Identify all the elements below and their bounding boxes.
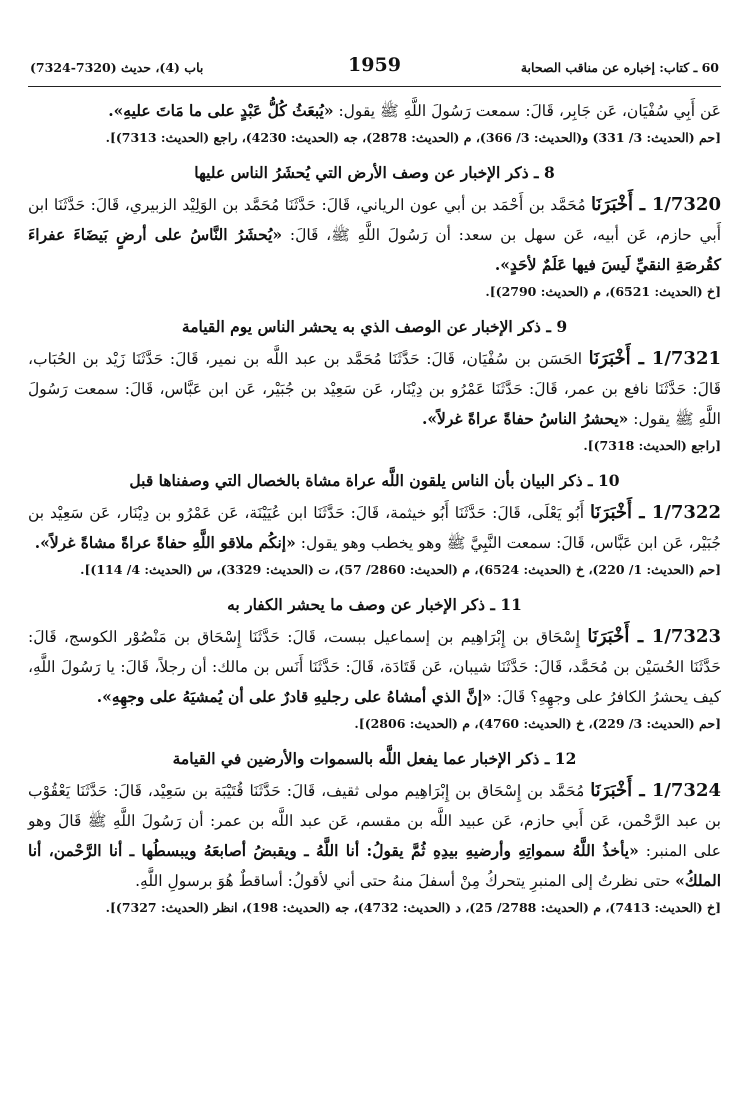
page-header [28, 52, 721, 87]
hadith-chain: مُحَمَّد بن أَحْمَد بن أبي عون الرياني، قَالَ: حَدَّثَنَا مُحَمَّد بن الوَلِيْد الزبيري، قَالَ: حَدَّثَنَا ابن أَبي حازم، عَن أبيه، عَن سهل بن سعد: أن رَسُولَ اللَّهِ ﷺ، قَالَ: [28, 196, 721, 244]
hadith-number: 1/7321 ـ أَخْبَرَنَا [588, 348, 721, 369]
hadith-7321 [28, 344, 721, 434]
hadith-number: 1/7320 ـ أَخْبَرَنَا [591, 194, 722, 215]
hadith-continuation: حتى نظرتُ إلى المنبرِ يتحركُ مِنْ أسفلَ منهُ حتى أني لأقولُ: أساقطٌ هُوَ برسولِ اللَّهِ. [135, 872, 671, 890]
page-number: 1959 [348, 54, 401, 76]
hadith-chain: الحَسَن بن سُفْيَان، قَالَ: حَدَّثَنَا مُحَمَّد بن عبد اللَّه بن نمير، قَالَ: حَدَّثَنَا زَيْد بن الحُبَاب، قَالَ: حَدَّثَنَا نافع بن عمر، قَالَ: حَدَّثَنَا عَمْرُو بن دِيْنَار، عَن سَعِيْد بن جُبَيْر، عَن ابن عَبَّاس، قَالَ: سمعت رَسُولَ اللَّهِ ﷺ يقول: [28, 350, 721, 428]
hadith-quote: «يُحشَرُ النَّاسُ على أرضٍ بَيضَاءَ عفراءَ كقُرصَةِ النقيِّ لَيسَ فيها عَلَمٌ لأحَدٍ». [28, 225, 721, 274]
hadith-reference: [راجع (الحديث: 7318)]. [583, 438, 721, 453]
section-heading-11: 11 ـ ذكر الإخبار عن وصف ما يحشر الكفار به [227, 595, 522, 614]
hadith-quote: «إنَّ الذي أمشاهُ على رجليهِ قادرٌ على أن يُمشيَهُ على وجهِهِ». [96, 687, 492, 706]
intro-quote: «يُبعَثُ كُلُّ عَبْدٍ على ما مَاتَ عليهِ». [108, 101, 334, 120]
page-content [28, 96, 721, 928]
hadith-quote: «يأخذُ اللَّهُ سمواتِهِ وأرضيهِ بيدِهِ ثُمَّ يقولُ: أنا اللَّهُ ـ ويقبضُ أصابعَهُ ويبسطُها ـ أنا الرَّحْمن، أنا الملكُ» [28, 841, 721, 890]
hadith-number: 1/7323 ـ أَخْبَرَنَا [587, 626, 721, 647]
hadith-7324 [28, 776, 721, 896]
section-heading-12: 12 ـ ذكر الإخبار عما يفعل اللَّه بالسموات والأرضين في القيامة [172, 749, 577, 768]
hadith-chain: إِسْحَاق بن إِبْرَاهِيم بن إسماعيل ببست، قَالَ: حَدَّثَنَا إِسْحَاق بن مَنْصُوْر الكوسج، قَالَ: حَدَّثَنَا الحُسَيْن بن مُحَمَّد، قَالَ: حَدَّثَنَا شيبان، عَن قَتَادَة، قَالَ: حَدَّثَنَا أَنَس بن مالك: أن رجلاً، قَالَ: يا رَسُولَ اللَّهِ، كيف يحشرُ الكافرُ على وجهِهِ؟ قَالَ: [28, 628, 721, 706]
hadith-7322 [28, 498, 721, 558]
hadith-reference: [خ (الحديث: 6521)، م (الحديث: 2790)]. [485, 284, 721, 299]
hadith-chain: أَبُو يَعْلَى، قَالَ: حَدَّثَنَا أَبُو خيثمة، قَالَ: حَدَّثَنَا ابن عُيَيْنَة، عَن عَمْرُو بن دِيْنَار، عَن سَعِيْد بن جُبَيْر، عَن ابن عَبَّاس، قَالَ: سمعت النَّبِيَّ ﷺ وهو يخطب وهو يقول: [28, 504, 721, 552]
intro-paragraph [28, 96, 721, 126]
hadith-reference: [خ (الحديث: 7413)، م (الحديث: 2788/ 25)، د (الحديث: 4732)، جه (الحديث: 198)، انظر (الحديث: 7327)]. [105, 900, 721, 915]
hadith-reference: [حم (الحديث: 1/ 220)، خ (الحديث: 6524)، م (الحديث: 2860/ 57)، ت (الحديث: 3329)، س (الحديث: 4/ 114)]. [80, 562, 721, 577]
header-book-title: 60 ـ كتاب: إخباره عن مناقب الصحابة [520, 60, 719, 75]
section-heading-10: 10 ـ ذكر البيان بأن الناس يلقون اللَّه عراة مشاة بالخصال التي وصفناها قبل [129, 471, 620, 490]
hadith-quote: «يحشرُ الناسُ حفاةً عراةً غرلاً». [421, 409, 629, 428]
hadith-number: 1/7322 ـ أَخْبَرَنَا [590, 502, 721, 523]
section-heading-8: 8 ـ ذكر الإخبار عن وصف الأرض التي يُحشَرُ الناس عليها [194, 163, 555, 182]
hadith-7320 [28, 190, 721, 280]
section-heading-9: 9 ـ ذكر الإخبار عن الوصف الذي به يحشر الناس يوم القيامة [181, 317, 568, 336]
intro-reference: [حم (الحديث: 3/ 331) و(الحديث: 3/ 366)، م (الحديث: 2878)، جه (الحديث: 4230)، راجع (الحديث: 7313)]. [105, 130, 721, 145]
hadith-reference: [حم (الحديث: 3/ 229)، خ (الحديث: 4760)، م (الحديث: 2806)]. [354, 716, 721, 731]
hadith-chain: مُحَمَّد بن إِسْحَاق بن إِبْرَاهِيم مولى ثقيف، قَالَ: حَدَّثَنَا قُتَيْبَة بن سَعِيْد، قَالَ: حَدَّثَنَا يَعْقُوْب بن عبد الرَّحْمن، عَن أَبي حازم، عَن عبيد اللَّه بن مقسم، عَن عبد اللَّه بن عمر: أن رَسُولَ اللَّهِ ﷺ قَالَ وهو على المنبر: [28, 782, 721, 860]
hadith-7323 [28, 622, 721, 712]
header-hadith-range: باب (4)، حديث (7320-7324) [30, 60, 204, 75]
hadith-number: 1/7324 ـ أَخْبَرَنَا [590, 780, 722, 801]
hadith-quote: «إنكُم ملاقو اللَّهِ حفاةً عراةً مشاةً غرلاً». [34, 533, 296, 552]
intro-text: عَن أَبِي سُفْيَان، عَن جَابِر، قَالَ: سمعت رَسُولَ اللَّهِ ﷺ يقول: [338, 102, 721, 120]
